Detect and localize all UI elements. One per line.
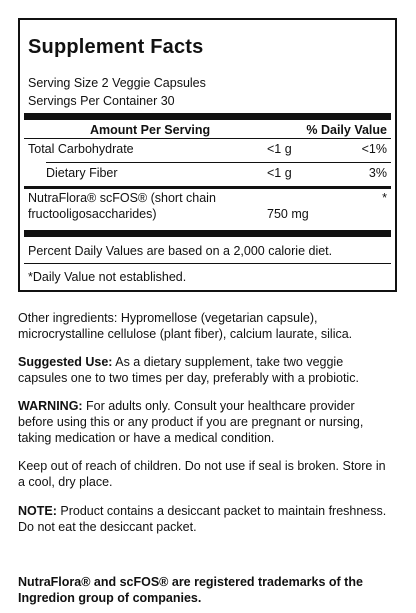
keep-out-line1: Keep out of reach of children. Do not use if seal is broken. Store in	[18, 459, 386, 473]
suggested-use-label: Suggested Use:	[18, 355, 113, 369]
note-label: NOTE:	[18, 504, 57, 518]
suggested-use-line2: capsules one to two times per day, preferably with a probiotic.	[18, 371, 359, 385]
divider	[24, 138, 391, 139]
note-text: Product contains a desiccant packet to maintain freshness.	[56, 504, 387, 518]
warning-line2: before using this or any product if you are pregnant or nursing,	[18, 415, 364, 429]
divider	[46, 162, 391, 163]
header-amount-per-serving: Amount Per Serving	[90, 123, 211, 137]
row-total-carbohydrate-amount: <1 g	[267, 142, 292, 156]
note-line1	[18, 504, 386, 518]
row-dietary-fiber-name: Dietary Fiber	[46, 166, 118, 180]
servings-per-container: Servings Per Container 30	[28, 94, 175, 108]
medium-divider	[24, 186, 391, 189]
suggested-use-text: As a dietary supplement, take two veggie	[112, 355, 344, 369]
warning-label: WARNING:	[18, 399, 83, 413]
suggested-use-line1	[18, 355, 343, 369]
keep-out-line2: a cool, dry place.	[18, 475, 113, 489]
footnote-daily-values: Percent Daily Values are based on a 2,000 calorie diet.	[28, 244, 333, 258]
facts-title: Supplement Facts	[28, 36, 204, 58]
footnote-daily-value-not-established: *Daily Value not established.	[28, 270, 187, 284]
divider	[24, 263, 391, 264]
row-nutraflora-name-line1: NutraFlora® scFOS® (short chain	[28, 191, 216, 205]
other-ingredients-line2: microcrystalline cellulose (plant fiber), calcium laurate, silica.	[18, 327, 353, 341]
supplement-facts-panel	[18, 18, 397, 292]
thick-divider	[24, 230, 391, 237]
note-line2: Do not eat the desiccant packet.	[18, 520, 197, 534]
other-ingredients-line1: Other ingredients: Hypromellose (vegetarian capsule),	[18, 311, 318, 325]
serving-size: Serving Size 2 Veggie Capsules	[28, 76, 206, 90]
row-total-carbohydrate-dv: <1%	[361, 142, 387, 156]
trademark-line1: NutraFlora® and scFOS® are registered trademarks of the	[18, 575, 363, 589]
row-nutraflora-name-line2: fructooligosaccharides)	[28, 207, 157, 221]
row-nutraflora-dv: *	[382, 191, 387, 205]
row-nutraflora-amount: 750 mg	[267, 207, 309, 221]
trademark-line2: Ingredion group of companies.	[18, 591, 202, 605]
warning-line1	[18, 399, 355, 413]
warning-line3: taking medication or have a medical condition.	[18, 431, 275, 445]
header-daily-value: % Daily Value	[306, 123, 387, 137]
row-dietary-fiber-dv: 3%	[368, 166, 387, 180]
row-dietary-fiber-amount: <1 g	[267, 166, 292, 180]
warning-text: For adults only. Consult your healthcare provider	[82, 399, 355, 413]
thick-divider	[24, 113, 391, 120]
row-total-carbohydrate-name: Total Carbohydrate	[28, 142, 134, 156]
